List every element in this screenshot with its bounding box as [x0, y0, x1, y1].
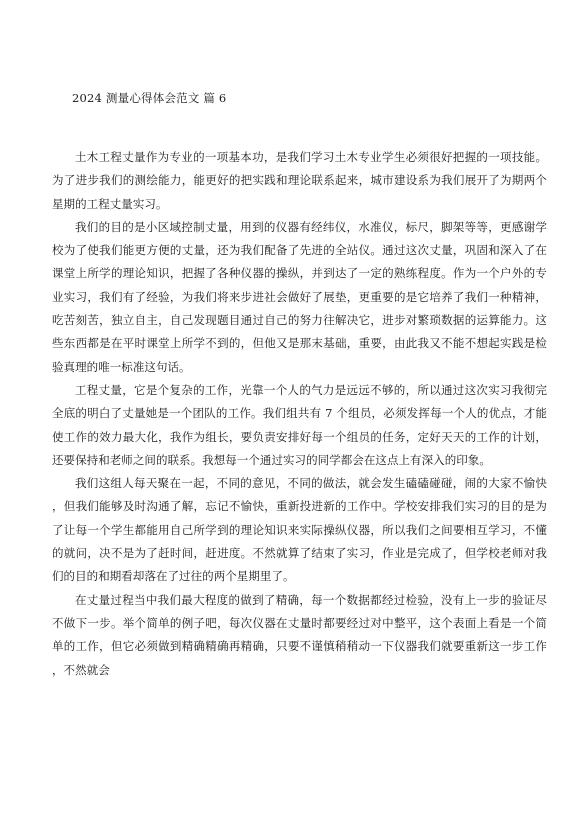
document-title: 2024 测量心得体会范文 篇 6 — [72, 91, 227, 105]
document-body — [52, 146, 547, 682]
paragraph-4: 我们这组人每天聚在一起，不同的意见，不同的做法，就会发生磕磕碰碰，闹的大家不愉快，但我们能够及时沟通了解，忘记不愉快，重新投进新的工作中。学校安排我们实习的目的是为了让每一个学生都能用自己所学到的理论知识来实际操纵仪器，所以我们之间要相互学习，不懂的就问，决不是为了赶时间，赶进度。不然就算了结束了实习，作业是完成了，但学校老师对我们的目的和期看却落在了过往的两个星期里了。 — [52, 476, 547, 584]
paragraph-3: 工程丈量，它是个复杂的工作，光靠一个人的气力是远远不够的，所以通过这次实习我彻完全底的明白了丈量她是一个团队的工作。我们组共有 7 个组员，必须发挥每一个人的优点，才能使工作的效力最大化，我作为组长，要负责安排好每一个组员的任务，定好天天的工作的计划，还要保持和老师之间的联系。我想每一个通过实习的同学都会在这点上有深入的印象。 — [52, 382, 547, 467]
paragraph-2: 我们的目的是小区域控制丈量，用到的仪器有经纬仪，水准仪，标尺，脚架等等，更感谢学校为了使我们能更方便的丈量，还为我们配备了先进的全站仪。通过这次丈量，巩固和深入了在课堂上所学的理论知识，把握了各种仪器的操纵，并到达了一定的熟练程度。作为一个户外的专业实习，我们有了经验，为我们将来步进社会做好了展垫，更重要的是它培养了我们一种精神，吃苦刻苦，独立自主，自己发现题目通过自己的努力往解决它，进步对繁琐数据的运算能力。这些东西都是在平时课堂上所学不到的，但他又是那末基础，重要，由此我又不能不想起实践是检验真理的唯一标准这句话。 — [52, 219, 547, 374]
paragraph-5: 在丈量过程当中我们最大程度的做到了精确，每一个数据都经过检验，没有上一步的验证尽不做下一步。举个简单的例子吧，每次仪器在丈量时都要经过对中整平，这个表面上看是一个简单的工作，但它必须做到精确精确再精确，只要不谨慎稍稍动一下仪器我们就要重新这一步工作，不然就会 — [52, 592, 547, 677]
paragraph-1: 土木工程丈量作为专业的一项基本功，是我们学习土木专业学生必须很好把握的一项技能。为了进步我们的测绘能力，能更好的把实践和理论联系起来，城市建设系为我们展开了为期两个星期的工程丈量实习。 — [52, 150, 547, 211]
